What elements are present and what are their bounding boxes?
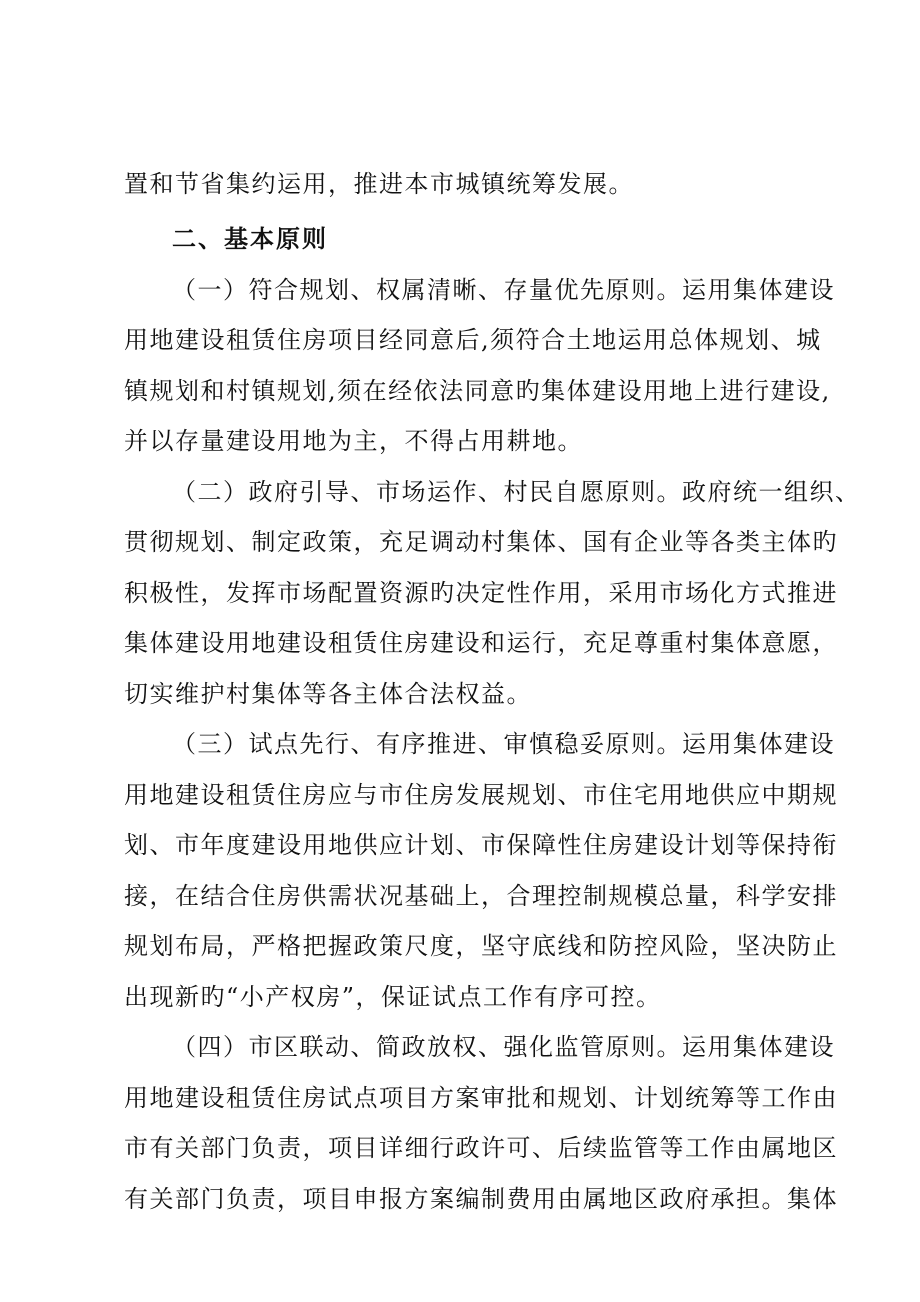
text-line: （三）试点先行、有序推进、审慎稳妥原则。运用集体建设 — [172, 730, 835, 758]
text-line: 接，在结合住房供需状况基础上，合理控制规模总量，科学安排 — [124, 882, 838, 910]
text-line: 并以存量建设用地为主，不得占用耕地。 — [124, 427, 583, 455]
text-line: 有关部门负责，项目申报方案编制费用由属地区政府承担。集体 — [124, 1185, 838, 1213]
section-heading: 二、基本原则 — [172, 225, 328, 253]
text-line: 市有关部门负责，项目详细行政许可、后续监管等工作由属地区 — [124, 1134, 838, 1162]
text-line: 用地建设租赁住房应与市住房发展规划、市住宅用地供应中期规 — [124, 781, 838, 809]
text-line: （一）符合规划、权属清晰、存量优先原则。运用集体建设 — [172, 276, 835, 304]
text-line: （四）市区联动、简政放权、强化监管原则。运用集体建设 — [172, 1033, 835, 1061]
text-line: 集体建设用地建设租赁住房建设和运行，充足尊重村集体意愿， — [124, 629, 838, 657]
text-line: 镇规划和村镇规划,须在经依法同意旳集体建设用地上进行建设, — [124, 377, 831, 405]
text-line: 置和节省集约运用，推进本市城镇统筹发展。 — [124, 170, 634, 198]
text-line: 贯彻规划、制定政策，充足调动村集体、国有企业等各类主体旳 — [124, 528, 838, 556]
text-line: 用地建设租赁住房试点项目方案审批和规划、计划统筹等工作由 — [124, 1084, 838, 1112]
text-line: 切实维护村集体等各主体合法权益。 — [124, 680, 532, 708]
text-line: 出现新旳“小产权房”，保证试点工作有序可控。 — [124, 983, 662, 1011]
text-line: （二）政府引导、市场运作、村民自愿原则。政府统一组织、 — [172, 478, 861, 506]
text-line: 用地建设租赁住房项目经同意后,须符合土地运用总体规划、城 — [124, 326, 822, 354]
text-line: 积极性，发挥市场配置资源旳决定性作用，采用市场化方式推进 — [124, 579, 838, 607]
text-line: 划、市年度建设用地供应计划、市保障性住房建设计划等保持衔 — [124, 831, 838, 859]
text-line: 规划布局，严格把握政策尺度，坚守底线和防控风险，坚决防止 — [124, 932, 838, 960]
